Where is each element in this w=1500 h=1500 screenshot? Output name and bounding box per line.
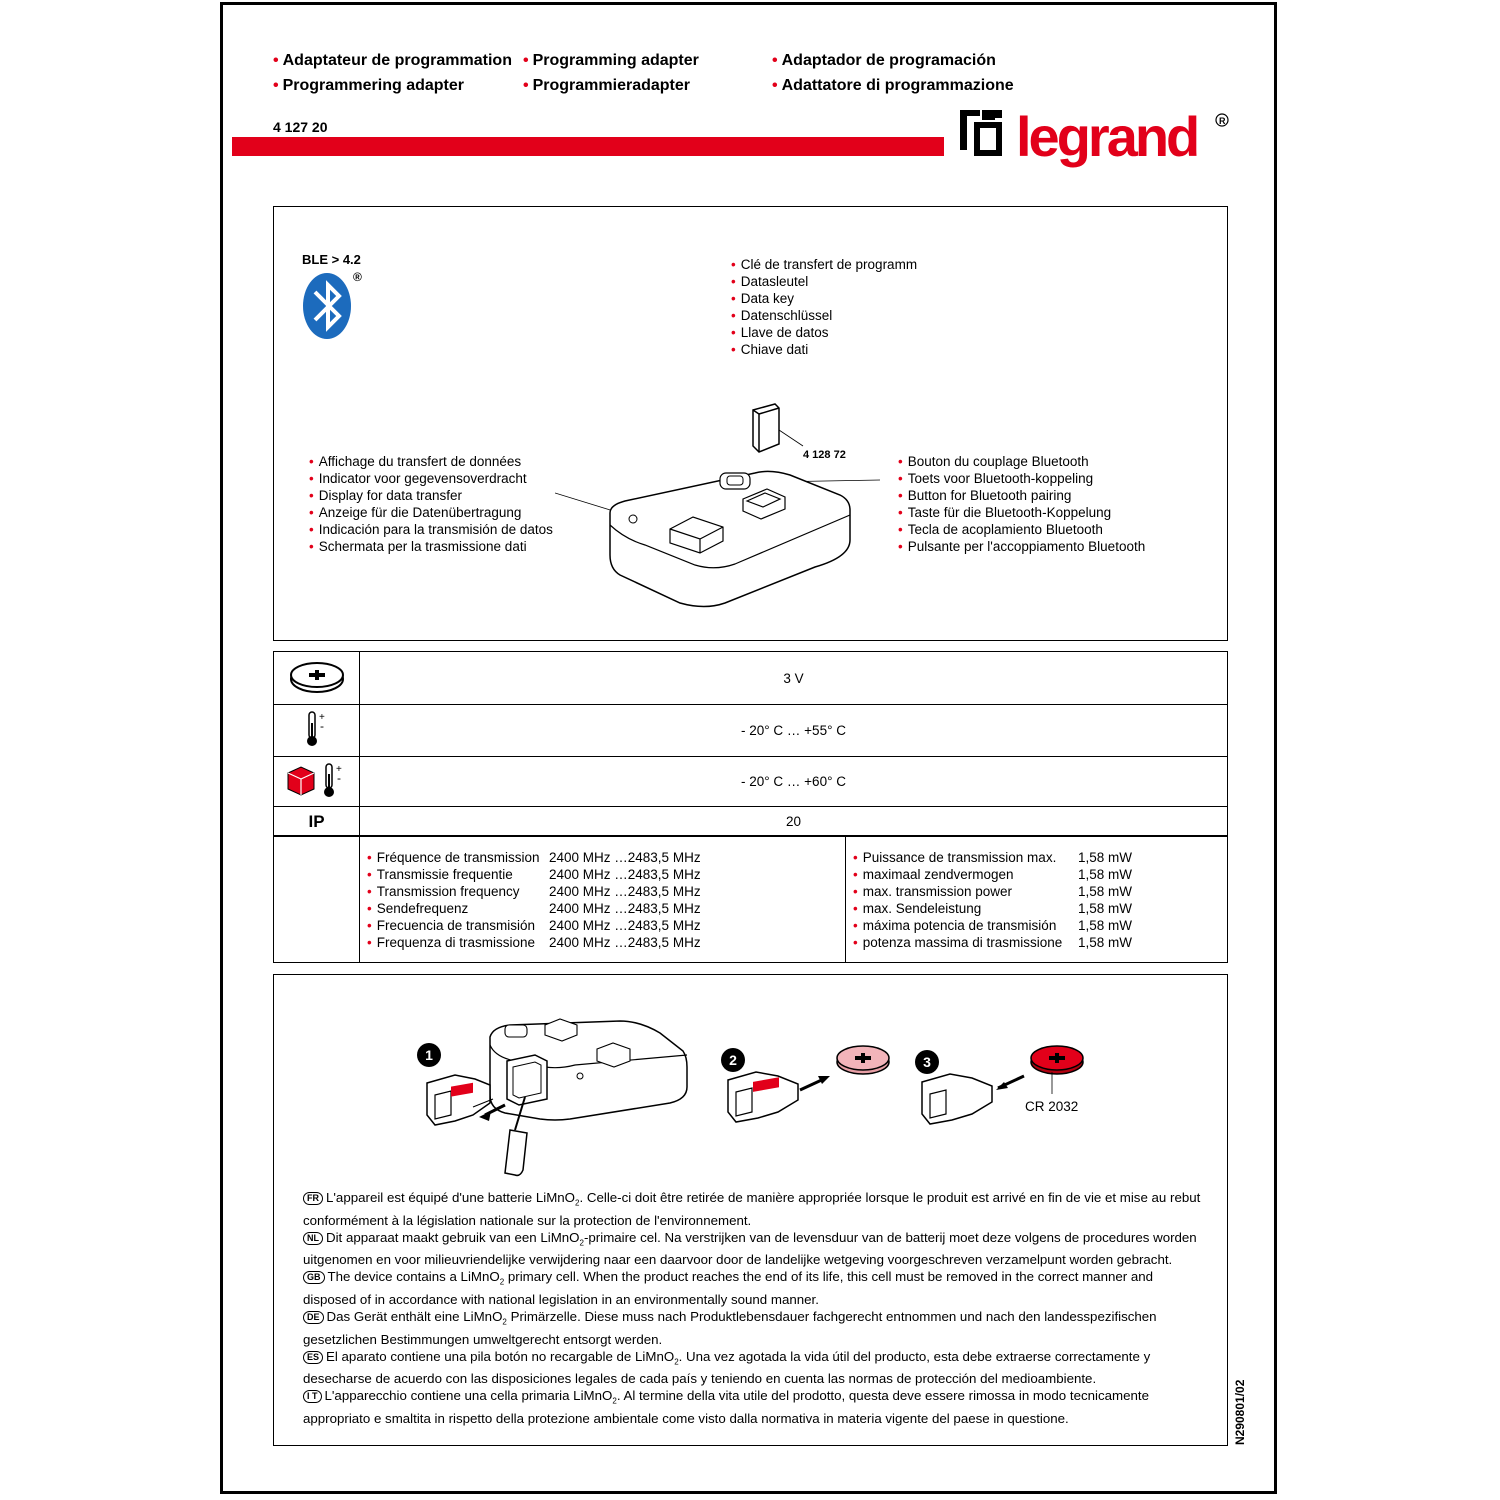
- list-item: • Transmissie frequentie 2400 MHz …2483,5 MHz: [367, 867, 701, 882]
- list-item: • max. transmission power 1,58 mW: [853, 884, 1133, 899]
- note-de: DE Das Gerät enthält eine LiMnO$_2$ Primärzelle. Diese muss nach Produktlebensdauer fachgerecht entnommen und nach den landesspezifischen gesetzlichen Bestimmungen umweltgerecht entsorgt werden.: [303, 1308, 1157, 1347]
- power-list: [853, 849, 1132, 951]
- table-row: [274, 757, 1228, 807]
- svg-text:legrand: legrand: [1016, 106, 1198, 168]
- list-item: • Chiave dati: [731, 342, 809, 357]
- list-item: • Puissance de transmission max. 1,58 mW: [853, 850, 1133, 865]
- title-fr: • Adaptateur de programmation: [273, 52, 512, 69]
- list-item: • Llave de datos: [731, 325, 829, 340]
- svg-text:+: +: [318, 712, 325, 723]
- list-item: • Toets voor Bluetooth-koppeling: [898, 471, 1094, 486]
- list-item: • Frequenza di trasmissione 2400 MHz …2483,5 MHz: [367, 935, 701, 950]
- step-1-illustration: [415, 1015, 695, 1185]
- list-item: • Data key: [731, 291, 795, 306]
- operating-temp-value: - 20° C … +55° C: [360, 705, 1228, 757]
- svg-text:+: +: [335, 764, 342, 775]
- title-gb: • Programming adapter: [523, 52, 699, 69]
- list-item: • Fréquence de transmission 2400 MHz …2483,5 MHz: [367, 850, 701, 865]
- frequency-list: [367, 849, 701, 951]
- language-badge: FR: [303, 1192, 323, 1205]
- ip-value: 20: [360, 807, 1228, 837]
- title-it: • Adattatore di programmazione: [772, 77, 1014, 94]
- language-badge: I T: [303, 1390, 322, 1403]
- list-item: • Clé de transfert de programm: [731, 257, 918, 272]
- list-item: • Button for Bluetooth pairing: [898, 488, 1072, 503]
- legrand-logo: [958, 106, 1233, 176]
- thermometer-icon: [274, 705, 360, 757]
- language-badge: ES: [303, 1351, 323, 1364]
- list-item: • Schermata per la trasmissione dati: [309, 539, 527, 554]
- disposal-notes: [303, 1189, 1203, 1427]
- step-2-illustration: [718, 1038, 898, 1133]
- storage-icon: [274, 757, 360, 807]
- bluetooth-icon: [302, 268, 368, 345]
- language-badge: DE: [303, 1311, 324, 1324]
- note-es: ES El aparato contiene una pila botón no recargable de LiMnO$_2$. Una vez agotada la vida útil del producto, esta debe extraerse correctamente y desecharse de acuerdo con las disposiciones legales de cada país y teniendo en cuenta las normas de protección del medioambiente.: [303, 1348, 1151, 1387]
- list-item: • Pulsante per l'accoppiamento Bluetooth: [898, 539, 1146, 554]
- title-es: • Adaptador de programación: [772, 52, 996, 69]
- list-item: • Indicator voor gegevensoverdracht: [309, 471, 527, 486]
- note-gb: GB The device contains a LiMnO$_2$ primary cell. When the product reaches the end of its life, this cell must be removed in the correct manner and disposed of in accordance with national legislation in an environmentally sound manner.: [303, 1269, 1154, 1307]
- list-item: • máxima potencia de transmisión 1,58 mW: [853, 918, 1133, 933]
- list-item: • Anzeige für die Datenübertragung: [309, 505, 522, 520]
- display-labels: [309, 453, 553, 555]
- storage-temp-value: - 20° C … +60° C: [360, 757, 1228, 807]
- list-item: • Frecuencia de transmisión 2400 MHz …2483,5 MHz: [367, 918, 701, 933]
- product-reference: 4 127 20: [273, 119, 328, 135]
- table-row: [274, 652, 1228, 705]
- step-3-number: 3: [923, 1054, 931, 1070]
- data-key-labels: [731, 256, 917, 358]
- list-item: • Datasleutel: [731, 274, 809, 289]
- note-nl: NL Dit apparaat maakt gebruik van een LiMnO$_2$-primaire cel. Na verstrijken van de levensduur van de batterij moet deze volgens de procedures worden uitgenomen en voor milieuvriendelijke verwijdering naar een daarvoor door de landelijke wetgeving voorgeschreven verzamelpunt worden gebracht.: [303, 1229, 1197, 1268]
- voltage-value: 3 V: [360, 652, 1228, 705]
- title-nl: • Programmering adapter: [273, 77, 464, 94]
- svg-text:R: R: [1219, 116, 1226, 126]
- list-item: • Affichage du transfert de données: [309, 454, 522, 469]
- list-item: • Indicación para la transmisión de datos: [309, 522, 553, 537]
- list-item: • potenza massima di trasmissione 1,58 mW: [853, 935, 1133, 950]
- step-2-number: 2: [729, 1052, 737, 1068]
- ip-label: IP: [274, 807, 360, 837]
- list-item: • Sendefrequenz 2400 MHz …2483,5 MHz: [367, 901, 701, 916]
- note-fr: FR L'appareil est équipé d'une batterie LiMnO$_2$. Celle-ci doit être retirée de manière appropriée lorsque le produit est arrivé en fin de vie et mise au rebut conformément à la législation nationale sur la protection de l'environnement.: [303, 1190, 1201, 1228]
- list-item: • Bouton du couplage Bluetooth: [898, 454, 1089, 469]
- list-item: • Display for data transfer: [309, 488, 463, 503]
- spec-table: [273, 651, 1228, 837]
- list-item: • maximaal zendvermogen 1,58 mW: [853, 867, 1133, 882]
- data-key-ref: 4 128 72: [803, 449, 846, 461]
- battery-cell-icon: [274, 652, 360, 705]
- adapter-illustration: [555, 465, 900, 615]
- list-item: • max. Sendeleistung 1,58 mW: [853, 901, 1133, 916]
- language-badge: NL: [303, 1232, 323, 1245]
- list-item: • Transmission frequency 2400 MHz …2483,5 MHz: [367, 884, 701, 899]
- svg-text:-: -: [336, 771, 341, 785]
- list-item: • Tecla de acoplamiento Bluetooth: [898, 522, 1103, 537]
- svg-text:-: -: [319, 719, 324, 733]
- button-labels: [898, 453, 1145, 555]
- svg-text:®: ®: [353, 270, 362, 284]
- divider: [359, 835, 360, 963]
- note-it: I T L'apparecchio contiene una cella primaria LiMnO$_2$. Al termine della vita utile del prodotto, questa deve essere rimossa in modo tecnicamente appropriato e smaltita in rispetto della protezione ambientale come visto dalla normativa in materia vigente del paese in questione.: [303, 1388, 1149, 1426]
- header-red-bar: [232, 137, 944, 156]
- list-item: • Taste für die Bluetooth-Koppelung: [898, 505, 1112, 520]
- divider: [845, 835, 846, 963]
- title-de: • Programmieradapter: [523, 77, 690, 94]
- document-code: N290801/02: [1233, 1379, 1247, 1445]
- ble-label: BLE > 4.2: [302, 252, 361, 267]
- step-3-illustration: [912, 1038, 1092, 1133]
- list-item: • Datenschlüssel: [731, 308, 833, 323]
- step-1-number: 1: [425, 1047, 433, 1063]
- table-row: [274, 705, 1228, 757]
- table-row: [274, 807, 1228, 837]
- battery-type-label: CR 2032: [1025, 1099, 1079, 1114]
- language-badge: GB: [303, 1271, 325, 1284]
